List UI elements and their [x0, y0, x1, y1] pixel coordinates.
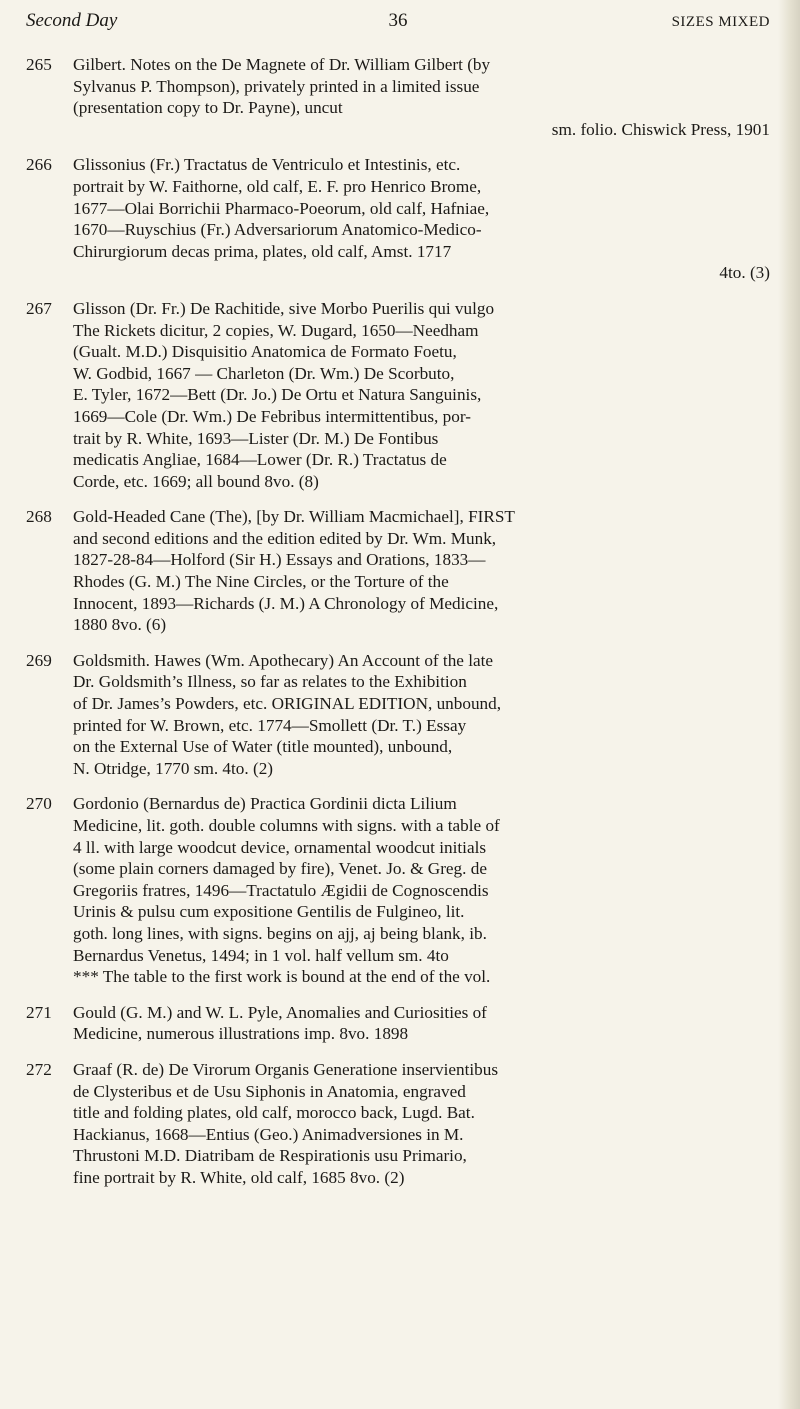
entry-line: title and folding plates, old calf, morocco back, Lugd. Bat.: [73, 1103, 475, 1123]
page-header: [26, 6, 770, 46]
entry-line: The Rickets dicitur, 2 copies, W. Dugard, 1650—Needham: [73, 320, 479, 340]
entry-line: and second editions and the edition edited by Dr. Wm. Munk,: [73, 528, 497, 548]
lot-entry: [26, 298, 770, 492]
entry-line: goth. long lines, with signs. begins on ajj, aj being blank, ib.: [73, 923, 487, 943]
lot-number: 266: [26, 155, 52, 175]
entry-line: Chirurgiorum decas prima, plates, old calf, Amst. 1717: [73, 241, 452, 261]
entry-line: 1827-28-84—Holford (Sir H.) Essays and Orations, 1833—: [73, 550, 486, 570]
entry-line: 1677—Olai Borrichii Pharmaco-Poeorum, old calf, Hafniae,: [73, 198, 490, 218]
lot-entry: [26, 506, 770, 636]
entry-line: Goldsmith. Hawes (Wm. Apothecary) An Account of the late: [73, 650, 494, 670]
entry-line: sm. folio. Chiswick Press, 1901: [551, 119, 770, 139]
entry-line: W. Godbid, 1667 — Charleton (Dr. Wm.) De Scorbuto,: [73, 363, 455, 383]
lot-number: 267: [26, 298, 52, 318]
lot-number: 265: [26, 55, 52, 74]
entry-line: Urinis & pulsu cum expositione Gentilis de Fulgineo, lit.: [73, 902, 465, 922]
lot-number: 271: [26, 1002, 52, 1022]
entry-line: trait by R. White, 1693—Lister (Dr. M.) De Fontibus: [73, 428, 439, 448]
lot-entry: [26, 650, 770, 780]
entry-line: 4to. (3): [719, 263, 770, 283]
lot-number: 270: [26, 794, 52, 814]
lot-entry: [26, 1059, 770, 1189]
entry-line: 1670—Ruyschius (Fr.) Adversariorum Anatomico-Medico-: [73, 220, 482, 240]
page-number: 36: [388, 10, 408, 31]
lot-entry: [26, 154, 770, 284]
entry-line: N. Otridge, 1770 sm. 4to. (2): [73, 758, 274, 778]
entry-line: Gordonio (Bernardus de) Practica Gordinii dicta Lilium: [73, 794, 457, 814]
entry-line: Glisson (Dr. Fr.) De Rachitide, sive Morbo Puerilis qui vulgo: [73, 298, 495, 318]
entry-line: (some plain corners damaged by fire), Venet. Jo. & Greg. de: [73, 859, 487, 879]
lot-number: 268: [26, 507, 52, 527]
entry-line: de Clysteribus et de Usu Siphonis in Anatomia, engraved: [73, 1081, 466, 1101]
entry-line: 1669—Cole (Dr. Wm.) De Febribus intermittentibus, por-: [73, 406, 471, 426]
running-head-left: Second Day: [26, 10, 118, 31]
page-edge-shadow: [778, 0, 800, 1409]
entry-line: Innocent, 1893—Richards (J. M.) A Chronology of Medicine,: [73, 593, 499, 613]
lot-number: 269: [26, 650, 52, 670]
entry-line: Bernardus Venetus, 1494; in 1 vol. half vellum sm. 4to: [73, 945, 449, 965]
lot-number: 272: [26, 1059, 52, 1079]
entry-line: 1880 8vo. (6): [73, 615, 167, 635]
entry-line: Glissonius (Fr.) Tractatus de Ventriculo et Intestinis, etc.: [73, 155, 461, 175]
entry-line: Medicine, numerous illustrations imp. 8vo. 1898: [73, 1024, 409, 1044]
entry-line: fine portrait by R. White, old calf, 1685 8vo. (2): [73, 1167, 405, 1187]
entry-line: medicatis Angliae, 1684—Lower (Dr. R.) Tractatus de: [73, 450, 447, 470]
lot-entry: [26, 1002, 770, 1045]
running-head-right: SIZES MIXED: [671, 14, 770, 30]
entry-line: of Dr. James’s Powders, etc. ORIGINAL EDITION, unbound,: [73, 694, 502, 714]
lot-entry: [26, 54, 770, 140]
entry-line: (presentation copy to Dr. Payne), uncut: [73, 98, 343, 118]
entry-line: printed for W. Brown, etc. 1774—Smollett (Dr. T.) Essay: [73, 715, 467, 735]
catalogue-page: [26, 0, 770, 1189]
entry-line: Gilbert. Notes on the De Magnete of Dr. William Gilbert (by: [73, 55, 491, 74]
entry-line: Dr. Goldsmith’s Illness, so far as relates to the Exhibition: [73, 672, 467, 692]
entry-line: Thrustoni M.D. Diatribam de Respirationis usu Primario,: [73, 1146, 467, 1166]
entry-line: Medicine, lit. goth. double columns with signs. with a table of: [73, 816, 500, 835]
lot-entry: [26, 793, 770, 966]
entry-line: portrait by W. Faithorne, old calf, E. F. pro Henrico Brome,: [73, 176, 482, 196]
entry-line: Gregoriis fratres, 1496—Tractatulo Ægidii de Cognoscendis: [73, 880, 489, 900]
entry-line: Gould (G. M.) and W. L. Pyle, Anomalies and Curiosities of: [73, 1002, 487, 1022]
entry-line: Rhodes (G. M.) The Nine Circles, or the Torture of the: [73, 572, 449, 592]
entry-line: Graaf (R. de) De Virorum Organis Generatione inservientibus: [73, 1059, 499, 1079]
entry-line: Hackianus, 1668—Entius (Geo.) Animadversiones in M.: [73, 1124, 464, 1144]
entry-line: (Gualt. M.D.) Disquisitio Anatomica de Formato Foetu,: [73, 342, 457, 362]
entry-line: Gold-Headed Cane (The), [by Dr. William Macmichael], FIRST: [73, 507, 515, 527]
entry-line: 4 ll. with large woodcut device, ornamental woodcut initials: [73, 837, 487, 857]
entry-line: Sylvanus P. Thompson), privately printed in a limited issue: [73, 76, 480, 96]
entry-line: E. Tyler, 1672—Bett (Dr. Jo.) De Ortu et Natura Sanguinis,: [73, 385, 482, 405]
lot-note: *** The table to the first work is bound at the end of the vol.: [73, 967, 491, 987]
entry-line: on the External Use of Water (title mounted), unbound,: [73, 737, 453, 757]
entry-line: Corde, etc. 1669; all bound 8vo. (8): [73, 471, 319, 491]
